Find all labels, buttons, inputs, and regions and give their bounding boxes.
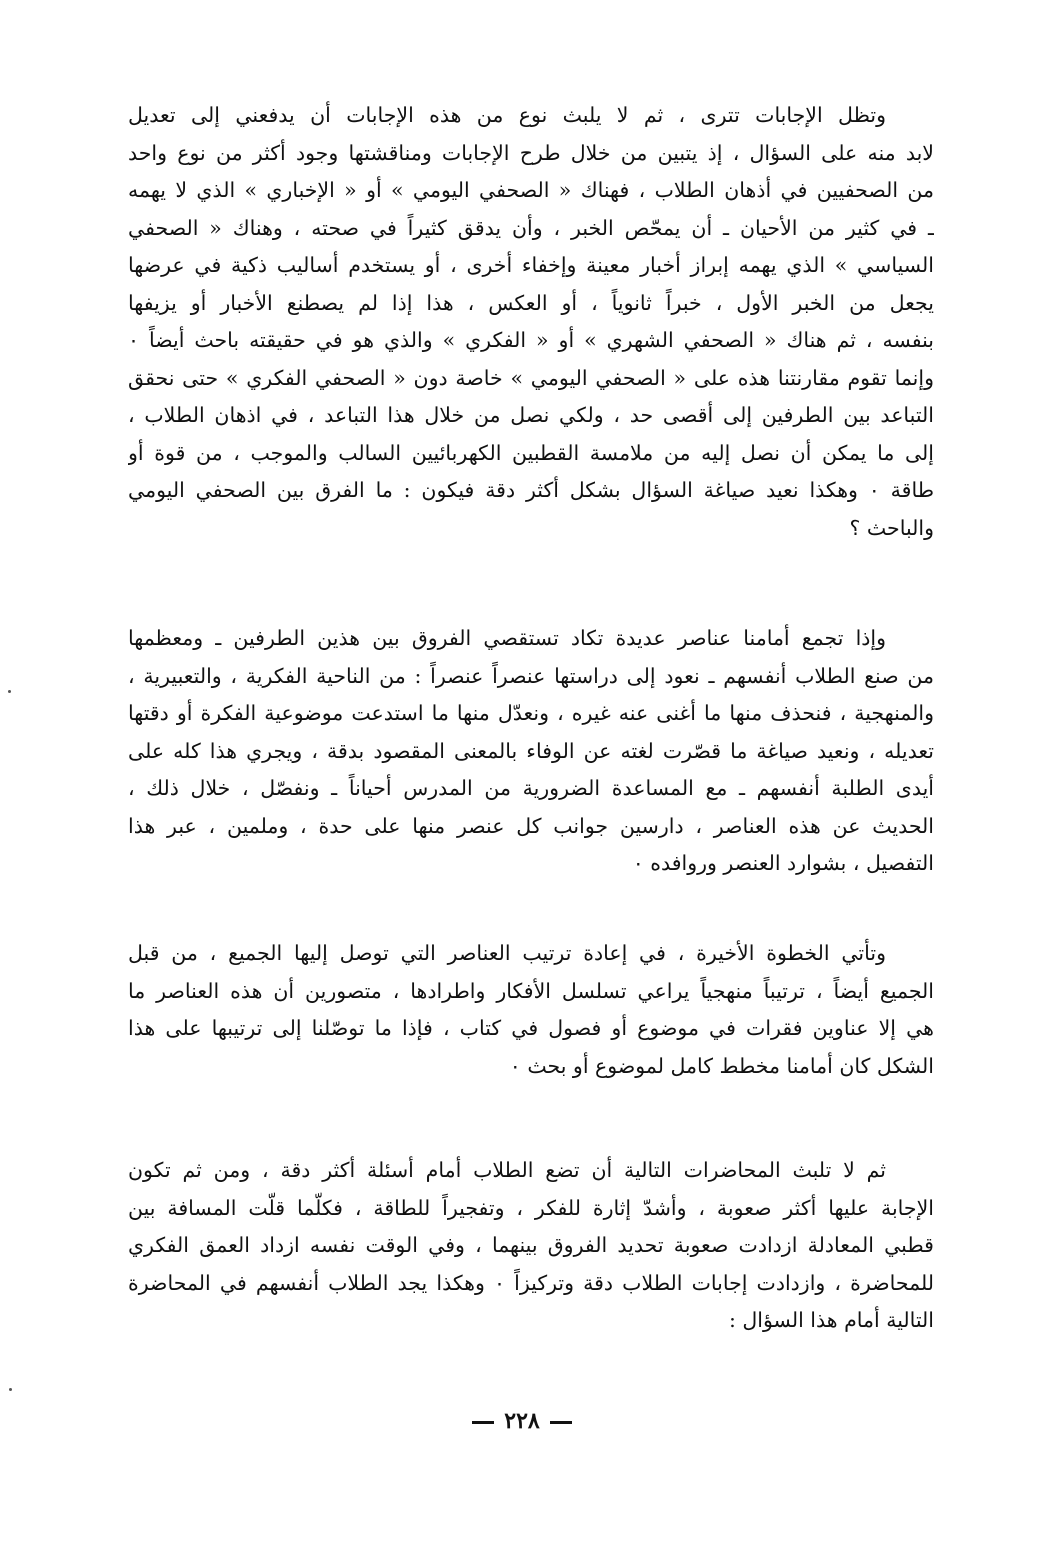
paragraph-1 <box>128 97 934 547</box>
text-line: التباعد بين الطرفين إلى أقصى حد ، ولكي نصل من خلال هذا التباعد ، في اذهان الطلاب ، <box>128 403 934 427</box>
text-line: طاقة ٠ وهكذا نعيد صياغة السؤال بشكل أكثر دقة فيكون : ما الفرق بين الصحفي اليومي <box>128 478 934 502</box>
text-line: يجعل من الخبر الأول ، خبراً ثانوياً ، أو العكس ، هذا إذا لم يصطنع الأخبار أو يزيفها <box>128 290 934 315</box>
text-line: وتأتي الخطوة الأخيرة ، في إعادة ترتيب العناصر التي توصل إليها الجميع ، من قبل <box>128 941 886 965</box>
text-line: قطبي المعادلة ازدادت صعوبة تحديد الفروق بينهما ، وفي الوقت نفسه ازداد العمق الفكري <box>128 1233 934 1257</box>
text-line: الإجابة عليها أكثر صعوبة ، وأشدّ إثارة للفكر ، وتفجيراً للطاقة ، فكلّما قلّت المسافة بين <box>128 1195 934 1220</box>
text-line: من الصحفيين في أذهان الطلاب ، فهناك « الصحفي اليومي » أو « الإخباري » الذي لا يهمه <box>128 178 934 202</box>
text-line: ثم لا تلبث المحاضرات التالية أن تضع الطلاب أمام أسئلة أكثر دقة ، ومن ثم تكون <box>128 1158 886 1182</box>
text-line: إلى ما يمكن أن نصل إليه من ملامسة القطبين الكهربائيين السالب والموجب ، من قوة أو <box>128 440 934 465</box>
scan-speck <box>8 690 11 693</box>
text-line: التالية أمام هذا السؤال : <box>728 1308 934 1332</box>
text-line: وتظل الإجابات تترى ، ثم لا يلبث نوع من هذه الإجابات أن يدفعني إلى تعديل <box>128 103 886 127</box>
text-line: السياسي » الذي يهمه إبراز أخبار معينة وإخفاء أخرى ، أو يستخدم أساليب ذكية في عرضها <box>128 253 934 277</box>
text-line: بنفسه ، ثم هناك « الصحفي الشهري » أو « الفكري » والذي هو في حقيقته باحث أيضاً ٠ <box>128 328 934 352</box>
text-line: تعديله ، ونعيد صياغة ما قصّرت لغته عن الوفاء بالمعنى المقصود بدقة ، ويجري هذا كله على <box>128 738 934 763</box>
page-number-value: ٢٢٨ <box>504 1408 540 1434</box>
dash-left <box>550 1421 572 1424</box>
page-number <box>0 1408 1044 1434</box>
text-line: والباحث ؟ <box>849 515 934 540</box>
text-line: وإنما تقوم مقارنتنا هذه على « الصحفي اليومي » خاصة دون « الصحفي الفكري » حتى نحقق <box>128 365 934 390</box>
text-line: ـ في كثير من الأحيان ـ أن يمحّص الخبر ، وأن يدقق كثيراً في صحته ، وهناك « الصحفي <box>128 215 934 240</box>
text-line: لابد منه على السؤال ، إذ يتبين من خلال طرح الإجابات ومناقشتها وجود أكثر من نوع واحد <box>128 140 934 165</box>
text-line: الشكل كان أمامنا مخطط كامل لموضوع أو بحث ٠ <box>509 1053 934 1078</box>
text-line: الجميع أيضاً ، ترتيباً منهجياً يراعي تسلسل الأفكار واطرادها ، متصورين أن هذه العناصر ما <box>128 978 934 1003</box>
text-line: والمنهجية ، فنحذف منها ما أغنى عنه غيره ، ونعدّل منها ما استدعت موضوعية الفكرة أو دقتها <box>128 701 934 725</box>
text-line: من صنع الطلاب أنفسهم ـ نعود إلى دراستها عنصراً عنصراً : من الناحية الفكرية ، والتعبيرية ، <box>128 663 934 688</box>
text-line: أيدى الطلبة أنفسهم ـ مع المساعدة الضرورية من المدرس أحياناً ـ ونفصّل ، خلال ذلك ، <box>128 776 934 800</box>
scan-speck <box>9 1388 12 1391</box>
text-line: للمحاضرة ، وازدادت إجابات الطلاب دقة وتركيزاً ٠ وهكذا يجد الطلاب أنفسهم في المحاضرة <box>128 1270 934 1295</box>
text-line: التفصيل ، بشوارد العنصر وروافده ٠ <box>632 851 934 875</box>
text-line: وإذا تجمع أمامنا عناصر عديدة تكاد تستقصي الفروق بين هذين الطرفين ـ ومعظمها <box>128 626 886 650</box>
paragraph-3 <box>128 935 934 1085</box>
dash-right <box>472 1421 494 1424</box>
paragraph-4 <box>128 1152 934 1340</box>
text-line: الحديث عن هذه العناصر ، دارسين جوانب كل عنصر منها على حدة ، وملمين ، عبر هذا <box>128 813 934 838</box>
text-line: هي إلا عناوين فقرات في موضوع أو فصول في كتاب ، فإذا ما توصّلنا إلى ترتيبها على هذا <box>128 1016 934 1040</box>
paragraph-2 <box>128 620 934 883</box>
